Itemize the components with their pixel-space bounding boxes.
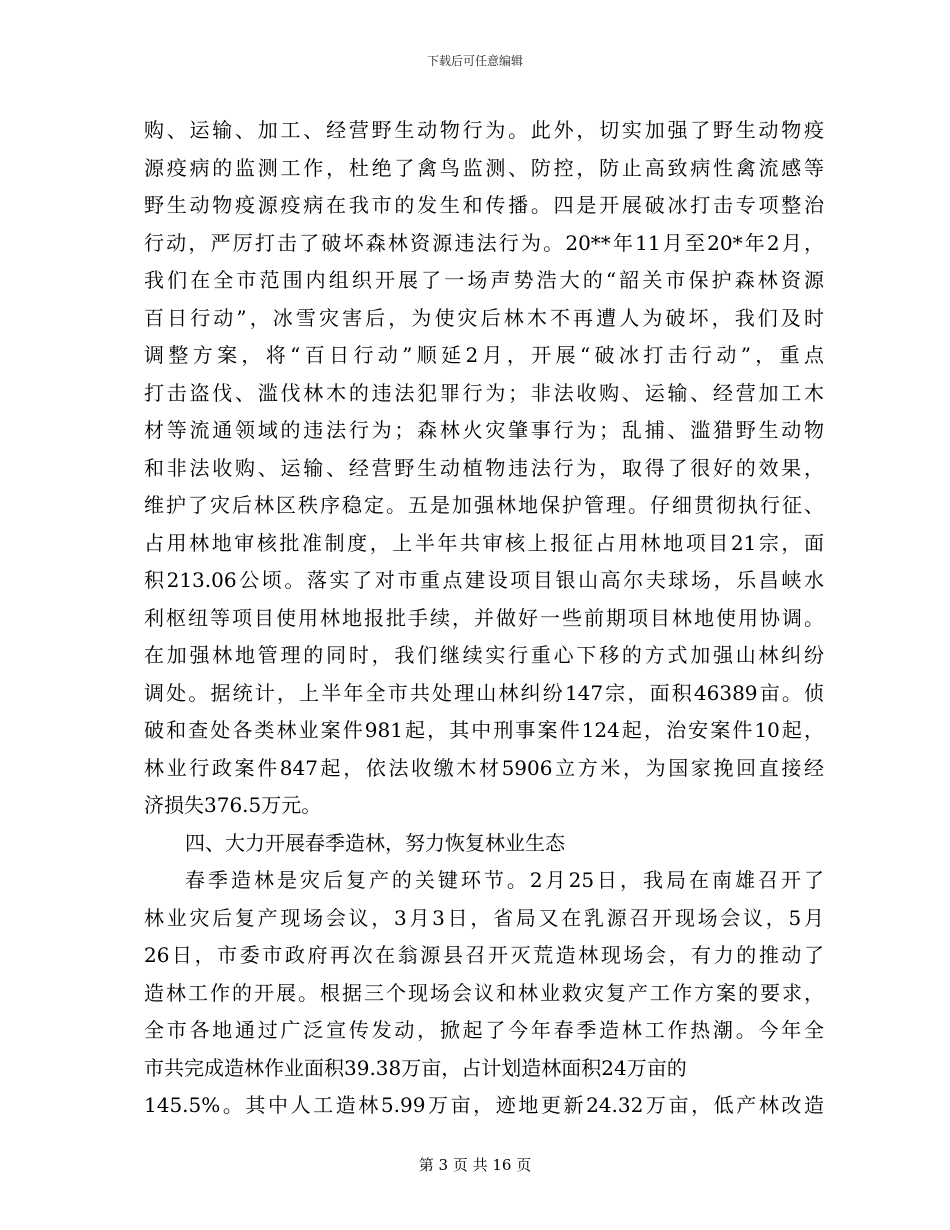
- text-line: 济损失376.5万元。: [144, 793, 322, 817]
- text-line: 购、运输、加工、经营野生动物行为。此外，切实加强了野生动物疫: [144, 118, 824, 142]
- text-line: 林业灾后复产现场会议，3月3日，省局又在乳源召开现场会议，5月: [144, 905, 824, 930]
- text-line: 造林工作的开展。根据三个现场会议和林业救灾复产工作方案的要求，: [144, 980, 824, 1005]
- text-line: 源疫病的监测工作，杜绝了禽鸟监测、防控，防止高致病性禽流感等: [144, 155, 824, 180]
- text-line: 春季造林是灾后复产的关键环节。2月25日，我局在南雄召开了: [185, 868, 824, 892]
- section-heading: 四、大力开展春季造林，努力恢复林业生态: [185, 830, 565, 855]
- text-line: 我们在全市范围内组织开展了一场声势浩大的“韶关市保护森林资源: [144, 268, 824, 292]
- text-line: 全市各地通过广泛宣传发动，掀起了今年春季造林工作热潮。今年全: [144, 1018, 824, 1042]
- text-line: 调整方案，将“百日行动”顺延2月，开展“破冰打击行动”，重点: [144, 343, 824, 367]
- text-line: 占用林地审核批准制度，上半年共审核上报征占用林地项目21宗，面: [144, 530, 824, 555]
- text-line: 利枢纽等项目使用林地报批手续，并做好一些前期项目林地使用协调。: [144, 605, 824, 630]
- page-header: 下载后可任意编辑: [426, 54, 523, 68]
- text-line: 打击盗伐、滥伐林木的违法犯罪行为；非法收购、运输、经营加工木: [144, 380, 824, 405]
- text-line: 行动，严厉打击了破坏森林资源违法行为。20**年11月至20*年2月，: [144, 230, 824, 255]
- text-line: 积213.06公顷。落实了对市重点建设项目银山高尔夫球场，乐昌峡水: [144, 568, 824, 592]
- document-body: [144, 112, 824, 1125]
- text-line: 市共完成造林作业面积39.38万亩，占计划造林面积24万亩的: [144, 1055, 687, 1080]
- text-line: 145.5%。其中人工造林5.99万亩，迹地更新24.32万亩，低产林改造: [144, 1093, 824, 1117]
- text-line: 破和查处各类林业案件981起，其中刑事案件124起，治安案件10起，: [144, 718, 824, 742]
- text-line: 百日行动”，冰雪灾害后，为使灾后林木不再遭人为破坏，我们及时: [144, 305, 824, 330]
- text-line: 26日，市委市政府再次在翁源县召开灭荒造林现场会，有力的推动了: [144, 943, 824, 967]
- text-line: 调处。据统计，上半年全市共处理山林纠纷147宗，面积46389亩。侦: [144, 680, 824, 705]
- text-line: 林业行政案件847起，依法收缴木材5906立方米，为国家挽回直接经: [144, 755, 824, 780]
- text-line: 野生动物疫源疫病在我市的发生和传播。四是开展破冰打击专项整治: [144, 193, 824, 217]
- text-line: 在加强林地管理的同时，我们继续实行重心下移的方式加强山林纠纷: [144, 643, 824, 667]
- page-number-footer: 第 3 页 共 16 页: [418, 1156, 532, 1174]
- text-line: 维护了灾后林区秩序稳定。五是加强林地保护管理。仔细贯彻执行征、: [144, 493, 824, 517]
- text-line: 和非法收购、运输、经营野生动植物违法行为，取得了很好的效果，: [144, 455, 824, 480]
- text-line: 材等流通领域的违法行为；森林火灾肇事行为；乱捕、滥猎野生动物: [144, 418, 824, 442]
